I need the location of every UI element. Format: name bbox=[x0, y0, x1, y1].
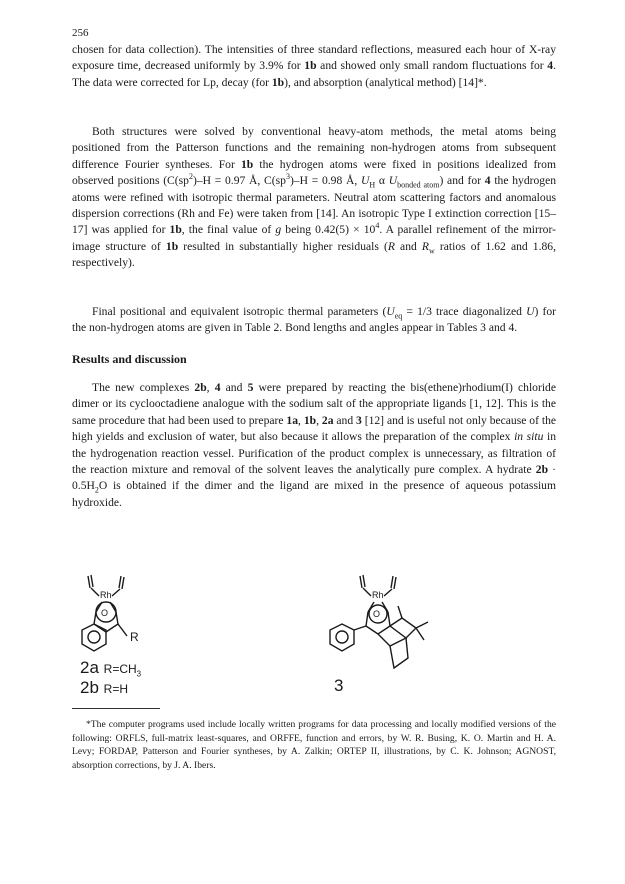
compound-2a: 2a bbox=[80, 658, 99, 677]
label-2b bbox=[80, 678, 128, 698]
compound-2b-substituent: R=H bbox=[103, 682, 128, 696]
paragraph-results: The new complexes 2b, 4 and 5 were prepared by reacting the bis(ethene)rhodium(I) chloride dimer or its cyclooctadiene analogue with the sodium salt of the appropriate ligands [1, 12]. This is the same procedure that had been used to prepare 1a, 1b, 2a and 3 [12] and is useful not only because of the high yields and exclusion of water, but also because it allows the preparation of the complex in situ in the hydrogenation reaction vessel. Purification of the product complex is unnecessary, as filtration of the reaction mixture and removal of the solvent leaves the analytically pure complex. A hydrate $2b \cdot 0.5H_2O$ is obtained if the dimer and the ligand are mixed in the presence of aqueous potassium hydroxide. bbox=[72, 381, 557, 509]
structure-3 bbox=[330, 575, 428, 668]
structure-drawing bbox=[72, 572, 556, 700]
o-label-3: O bbox=[373, 609, 381, 619]
r-label: R bbox=[130, 630, 139, 644]
rh-label-2: Rh bbox=[100, 590, 112, 600]
compound-3: 3 bbox=[334, 676, 344, 695]
rh-label-3: Rh bbox=[372, 590, 384, 600]
paragraph-thermal-parameters: Final positional and equivalent isotropic thermal parameters ($U_{eq} = 1/3$ trace diagonalized U) for the non-hydrogen atoms are given in Table 2. Bond lengths and angles appear in Tables 3 and 4. bbox=[72, 305, 556, 335]
structure-figure bbox=[72, 572, 556, 700]
o-label-2: O bbox=[101, 608, 109, 618]
label-2a bbox=[80, 658, 141, 678]
section-heading: Results and discussion bbox=[72, 352, 187, 366]
footnote-text: *The computer programs used include locally written programs for data processing and locally modified versions of the following: ORFLS, full-matrix least-squares, and ORFFE, function and errors, by W. R. Busing, K. O. Martin and H. A. Levy; FORDAP, Patterson and Fourier syntheses, by A. Zalkin; ORTEP II, illustrations, by C. K. Johnson; AGNOST, absorption corrections, by J. A. Ibers. bbox=[72, 719, 556, 771]
footnote-rule bbox=[72, 708, 160, 709]
compound-2a-substituent: $R=CH_3$ bbox=[103, 662, 142, 679]
footnote bbox=[72, 718, 556, 772]
paragraph-data-collection: chosen for data collection). The intensities of three standard reflections, measured each hour of X-ray exposure time, decreased uniformly by 3.9% for 1b and showed only small random fluctuations for 4. The data were corrected for Lp, decay (for 1b), and absorption (analytical method) [14]*. bbox=[72, 43, 556, 89]
compound-2b: 2b bbox=[80, 678, 99, 697]
page-number: 256 bbox=[72, 27, 89, 39]
paragraph-structure-solution: Both structures were solved by conventional heavy-atom methods, the metal atoms being positioned from the Patterson functions and the remaining non-hydrogen atoms from subsequent difference Fourier syntheses. For 1b the hydrogen atoms were fixed in positions idealized from observed positions ($C(sp^2)-H = 0.97$ Å, $C(sp^3)-H = 0.98$ Å, $U_H$ α $U_{bonded atom}$) and for 4 the hydrogen atoms were refined with isotropic thermal parameters. Neutral atom scattering factors and anomalous dispersion corrections (Rh and Fe) were taken from [14]. An isotropic Type I extinction correction [15–17] was applied for 1b, the final value of g being $0.42(5) \times 10^4$. A parallel refinement of the mirror-image structure of 1b resulted in substantially higher residuals (R and $R_w$ ratios of 1.62 and 1.86, respectively). bbox=[72, 125, 557, 270]
